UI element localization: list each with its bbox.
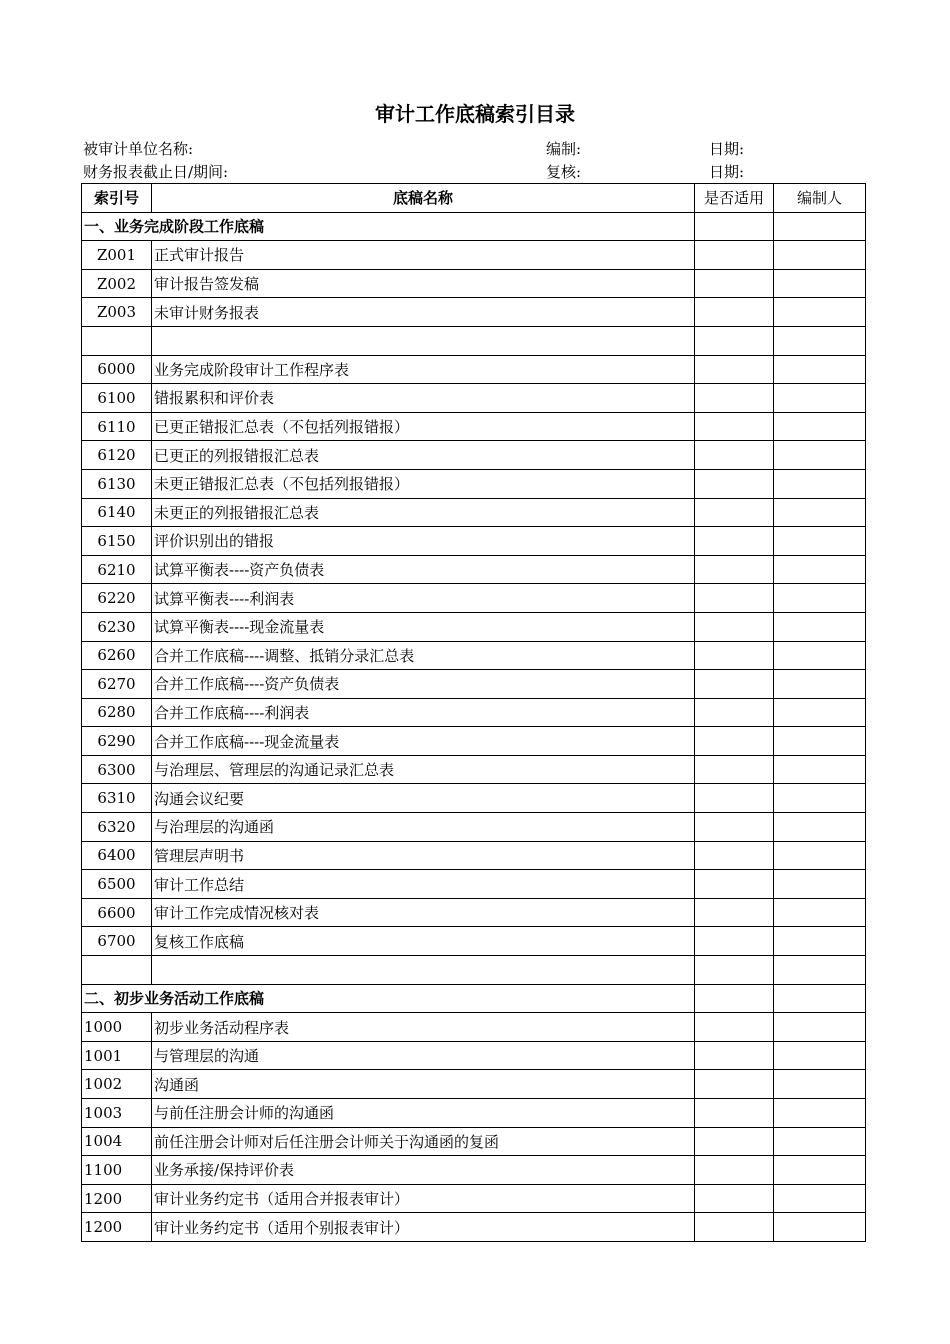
workpaper-name-cell: 沟通会议纪要 [152,784,695,813]
workpaper-name-cell: 前任注册会计师对后任注册会计师关于沟通函的复函 [152,1127,695,1156]
header-name: 底稿名称 [152,184,695,213]
applicable-cell[interactable] [695,212,774,241]
table-row [82,498,866,527]
preparer-cell[interactable] [774,1070,866,1099]
preparer-cell[interactable] [774,784,866,813]
table-row [82,241,866,270]
applicable-cell[interactable] [695,1013,774,1042]
index-cell: 1200 [82,1213,152,1242]
workpaper-name-cell: 业务承接/保持评价表 [152,1156,695,1185]
table-row [82,927,866,956]
workpaper-index-table [81,183,866,1242]
applicable-cell[interactable] [695,441,774,470]
table-row [82,670,866,699]
table-row [82,1099,866,1128]
preparer-cell[interactable] [774,1213,866,1242]
workpaper-name-cell: 审计工作总结 [152,870,695,899]
workpaper-name-cell [152,956,695,985]
workpaper-name-cell: 合并工作底稿----现金流量表 [152,727,695,756]
table-row [82,469,866,498]
workpaper-name-cell: 合并工作底稿----利润表 [152,698,695,727]
date-label-1: 日期: [709,140,745,158]
preparer-cell[interactable] [774,755,866,784]
applicable-cell[interactable] [695,984,774,1013]
applicable-cell[interactable] [695,1127,774,1156]
workpaper-name-cell: 与治理层的沟通函 [152,813,695,842]
preparer-cell[interactable] [774,1156,866,1185]
workpaper-name-cell: 试算平衡表----现金流量表 [152,612,695,641]
table-row [82,727,866,756]
workpaper-name-cell: 已更正错报汇总表（不包括列报错报） [152,412,695,441]
workpaper-name-cell: 管理层声明书 [152,841,695,870]
workpaper-name-cell: 错报累积和评价表 [152,384,695,413]
applicable-cell[interactable] [695,555,774,584]
table-row [82,698,866,727]
applicable-cell[interactable] [695,1156,774,1185]
table-row [82,555,866,584]
preparer-cell[interactable] [774,670,866,699]
index-cell: Z003 [82,298,152,327]
preparer-cell[interactable] [774,584,866,613]
section-title-text: 二、初步业务活动工作底稿 [84,989,265,1008]
workpaper-name-cell: 沟通函 [152,1070,695,1099]
index-cell: 6260 [82,641,152,670]
preparer-cell[interactable] [774,355,866,384]
header-index: 索引号 [82,184,152,213]
section-row [82,212,866,241]
table-row [82,355,866,384]
preparer-cell[interactable] [774,384,866,413]
section-row [82,984,866,1013]
preparer-cell[interactable] [774,841,866,870]
workpaper-name-cell: 未更正的列报错报汇总表 [152,498,695,527]
workpaper-name-cell: 复核工作底稿 [152,927,695,956]
index-cell: 1001 [82,1041,152,1070]
workpaper-name-cell: 与治理层、管理层的沟通记录汇总表 [152,755,695,784]
table-row [82,326,866,355]
workpaper-name-cell: 审计业务约定书（适用个别报表审计） [152,1213,695,1242]
preparer-cell[interactable] [774,412,866,441]
index-cell: 6290 [82,727,152,756]
index-cell: Z001 [82,241,152,270]
section-title [82,984,695,1013]
applicable-cell[interactable] [695,755,774,784]
preparer-cell[interactable] [774,870,866,899]
table-row [82,1041,866,1070]
client-name-label: 被审计单位名称: [83,140,194,158]
table-header-row [82,184,866,213]
workpaper-name-cell: 初步业务活动程序表 [152,1013,695,1042]
workpaper-name-cell: 已更正的列报错报汇总表 [152,441,695,470]
workpaper-name-cell: 合并工作底稿----资产负债表 [152,670,695,699]
table-row [82,784,866,813]
preparer-cell[interactable] [774,269,866,298]
section-title [82,212,695,241]
preparer-cell[interactable] [774,241,866,270]
preparer-cell[interactable] [774,612,866,641]
preparer-cell[interactable] [774,1041,866,1070]
table-row [82,1184,866,1213]
preparer-cell[interactable] [774,555,866,584]
table-row [82,527,866,556]
table-row [82,841,866,870]
index-cell: 1002 [82,1070,152,1099]
workpaper-name-cell: 正式审计报告 [152,241,695,270]
preparer-cell[interactable] [774,956,866,985]
period-label: 财务报表截止日/期间: [83,163,229,181]
preparer-cell[interactable] [774,1099,866,1128]
preparer-cell[interactable] [774,813,866,842]
index-cell: 6000 [82,355,152,384]
workpaper-name-cell: 试算平衡表----资产负债表 [152,555,695,584]
section-title-text: 一、业务完成阶段工作底稿 [84,217,265,236]
table-row [82,1127,866,1156]
index-cell: 6280 [82,698,152,727]
applicable-cell[interactable] [695,956,774,985]
applicable-cell[interactable] [695,670,774,699]
table-row [82,1013,866,1042]
prepared-by-label: 编制: [546,140,582,158]
preparer-cell[interactable] [774,1184,866,1213]
index-cell: 6230 [82,612,152,641]
table-row [82,755,866,784]
header-preparer: 编制人 [774,184,866,213]
applicable-cell[interactable] [695,841,774,870]
table-row [82,584,866,613]
index-cell: 6100 [82,384,152,413]
preparer-cell[interactable] [774,984,866,1013]
index-cell: 6150 [82,527,152,556]
applicable-cell[interactable] [695,326,774,355]
applicable-cell[interactable] [695,584,774,613]
workpaper-name-cell [152,326,695,355]
applicable-cell[interactable] [695,927,774,956]
table-row [82,384,866,413]
table-row [82,269,866,298]
workpaper-name-cell: 未更正错报汇总表（不包括列报错报） [152,469,695,498]
index-cell: 6400 [82,841,152,870]
preparer-cell[interactable] [774,1013,866,1042]
preparer-cell[interactable] [774,527,866,556]
applicable-cell[interactable] [695,355,774,384]
page-title: 审计工作底稿索引目录 [375,102,575,126]
index-cell: 6270 [82,670,152,699]
index-cell: 1200 [82,1184,152,1213]
workpaper-name-cell: 审计工作完成情况核对表 [152,898,695,927]
applicable-cell[interactable] [695,298,774,327]
table-row [82,641,866,670]
table-row [82,1213,866,1242]
table-row [82,298,866,327]
index-cell: 1100 [82,1156,152,1185]
date-label-2: 日期: [709,163,745,181]
applicable-cell[interactable] [695,784,774,813]
index-cell [82,956,152,985]
applicable-cell[interactable] [695,612,774,641]
applicable-cell[interactable] [695,727,774,756]
index-cell: 6210 [82,555,152,584]
table-body [82,212,866,1241]
applicable-cell[interactable] [695,698,774,727]
table-row [82,870,866,899]
workpaper-name-cell: 未审计财务报表 [152,298,695,327]
applicable-cell[interactable] [695,384,774,413]
applicable-cell[interactable] [695,870,774,899]
table-row [82,813,866,842]
applicable-cell[interactable] [695,469,774,498]
index-cell: Z002 [82,269,152,298]
workpaper-name-cell: 审计报告签发稿 [152,269,695,298]
index-cell: 6140 [82,498,152,527]
workpaper-name-cell: 与管理层的沟通 [152,1041,695,1070]
preparer-cell[interactable] [774,698,866,727]
table-row [82,1156,866,1185]
index-cell: 6310 [82,784,152,813]
index-cell: 6110 [82,412,152,441]
table-row [82,441,866,470]
applicable-cell[interactable] [695,1099,774,1128]
preparer-cell[interactable] [774,641,866,670]
workpaper-name-cell: 与前任注册会计师的沟通函 [152,1099,695,1128]
preparer-cell[interactable] [774,326,866,355]
applicable-cell[interactable] [695,898,774,927]
header-applicable: 是否适用 [695,184,774,213]
index-cell: 6600 [82,898,152,927]
index-cell [82,326,152,355]
table-row [82,612,866,641]
preparer-cell[interactable] [774,212,866,241]
index-cell: 6120 [82,441,152,470]
applicable-cell[interactable] [695,813,774,842]
applicable-cell[interactable] [695,1070,774,1099]
index-cell: 1000 [82,1013,152,1042]
index-cell: 6500 [82,870,152,899]
workpaper-name-cell: 试算平衡表----利润表 [152,584,695,613]
applicable-cell[interactable] [695,1041,774,1070]
reviewed-by-label: 复核: [546,163,582,181]
applicable-cell[interactable] [695,1184,774,1213]
applicable-cell[interactable] [695,241,774,270]
preparer-cell[interactable] [774,498,866,527]
preparer-cell[interactable] [774,441,866,470]
preparer-cell[interactable] [774,927,866,956]
workpaper-name-cell: 合并工作底稿----调整、抵销分录汇总表 [152,641,695,670]
applicable-cell[interactable] [695,641,774,670]
table-row [82,1070,866,1099]
index-cell: 1004 [82,1127,152,1156]
applicable-cell[interactable] [695,412,774,441]
index-cell: 6300 [82,755,152,784]
workpaper-name-cell: 评价识别出的错报 [152,527,695,556]
preparer-cell[interactable] [774,1127,866,1156]
applicable-cell[interactable] [695,269,774,298]
index-cell: 6320 [82,813,152,842]
workpaper-name-cell: 业务完成阶段审计工作程序表 [152,355,695,384]
table-row [82,412,866,441]
applicable-cell[interactable] [695,527,774,556]
index-cell: 6700 [82,927,152,956]
applicable-cell[interactable] [695,498,774,527]
table-row [82,898,866,927]
preparer-cell[interactable] [774,727,866,756]
index-cell: 1003 [82,1099,152,1128]
table-row [82,956,866,985]
preparer-cell[interactable] [774,898,866,927]
preparer-cell[interactable] [774,298,866,327]
index-cell: 6130 [82,469,152,498]
workpaper-name-cell: 审计业务约定书（适用合并报表审计） [152,1184,695,1213]
index-cell: 6220 [82,584,152,613]
applicable-cell[interactable] [695,1213,774,1242]
preparer-cell[interactable] [774,469,866,498]
